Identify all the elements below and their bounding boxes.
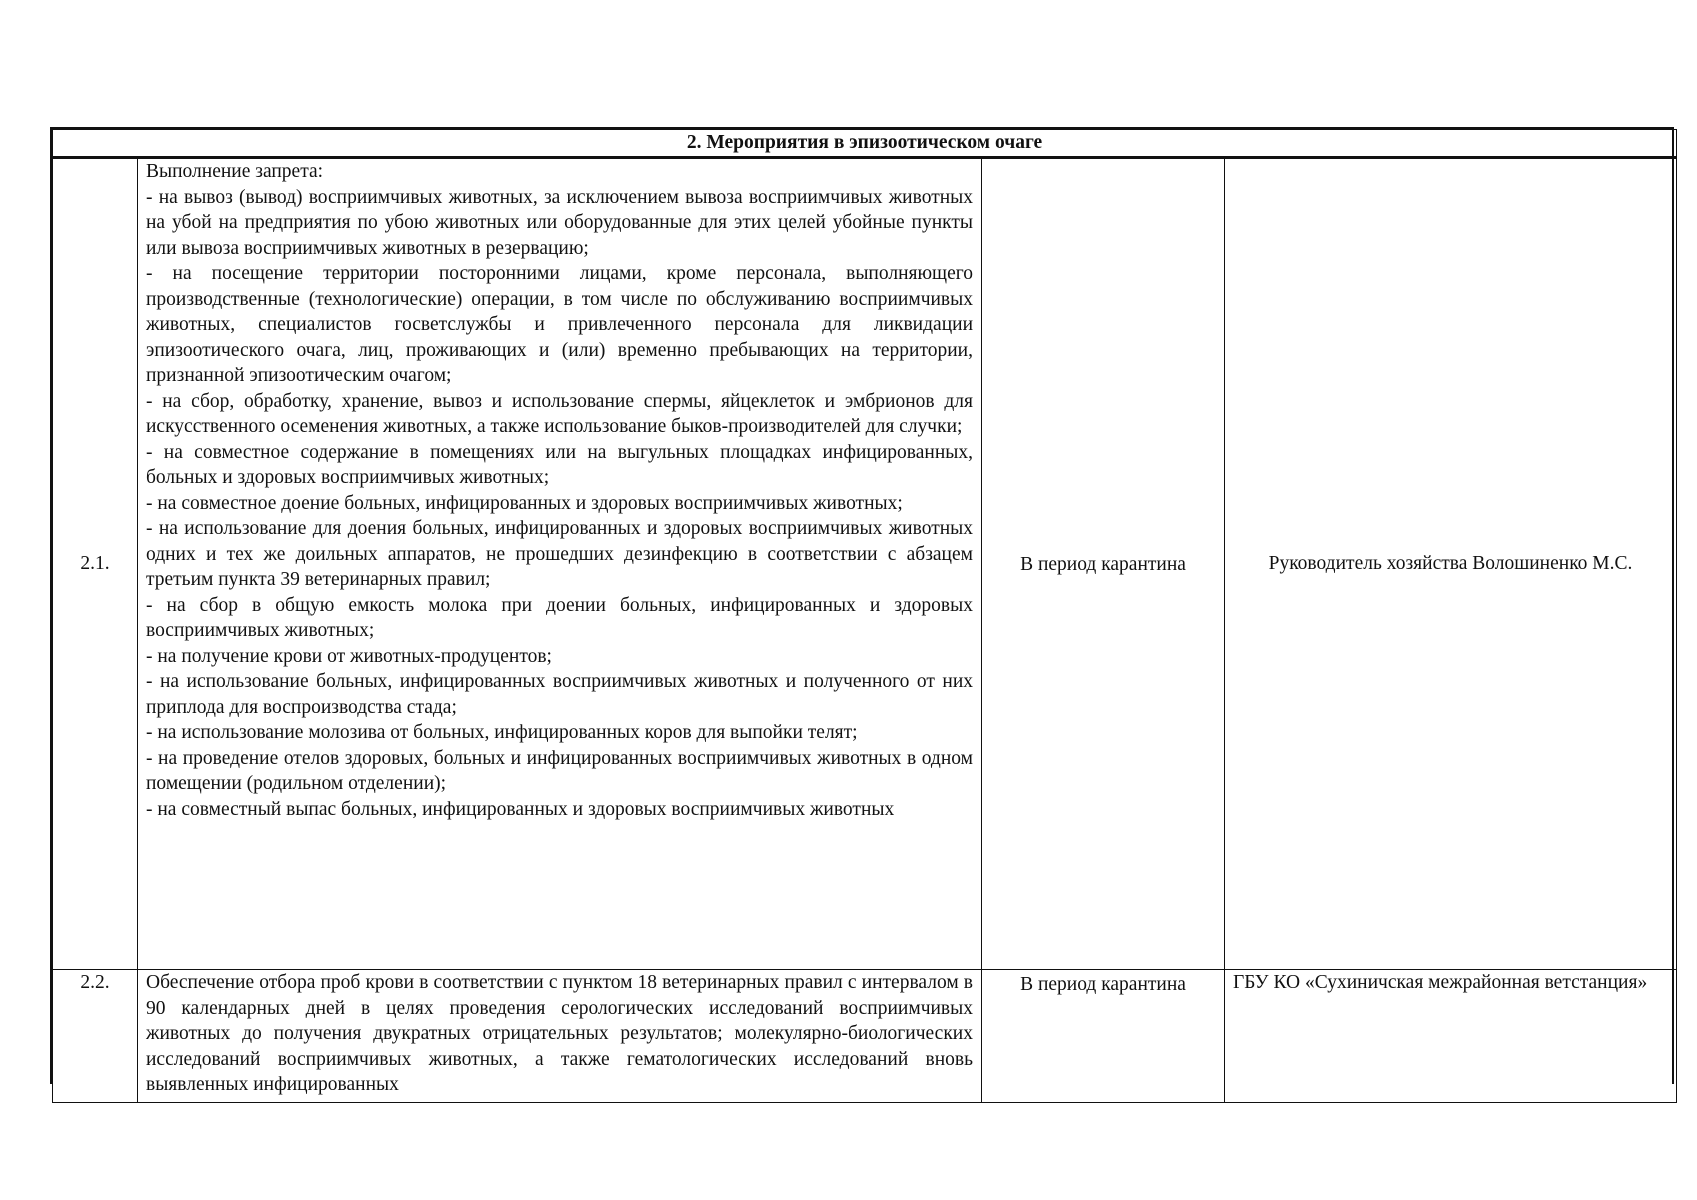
- measure-text: [138, 970, 982, 1103]
- responsible-cell: ГБУ КО «Сухиничская межрайонная ветстанция»: [1225, 970, 1677, 1103]
- table-row: [53, 970, 1677, 1103]
- table-row: [53, 158, 1677, 970]
- measure-paragraph: Обеспечение отбора проб крови в соответствии с пунктом 18 ветеринарных правил с интервалом в 90 календарных дней в целях проведения серологических исследований восприимчивых животных до получения двукратных отрицательных результатов; молекулярно-биологических исследований восприимчивых животных, а также гематологических исследований вновь выявленных инфицированных: [146, 972, 973, 1095]
- period-cell: В период карантина: [982, 158, 1225, 970]
- responsible-cell: Руководитель хозяйства Волошиненко М.С.: [1225, 158, 1677, 970]
- measure-item: - на посещение территории посторонними лицами, кроме персонала, выполняющего производственные (технологические) операции, в том числе по обслуживанию восприимчивых животных, специалистов госветслужбы и привлеченного персонала для ликвидации эпизоотического очага, лиц, проживающих и (или) временно пребывающих на территории, признанной эпизоотическим очагом;: [146, 263, 973, 386]
- period-cell: В период карантина: [982, 970, 1225, 1103]
- measure-item: - на сбор в общую емкость молока при доении больных, инфицированных и здоровых восприимчивых животных;: [146, 594, 973, 641]
- measure-item: - на проведение отелов здоровых, больных и инфицированных восприимчивых животных в одном помещении (родильном отделении);: [146, 747, 973, 794]
- measure-item: - на вывоз (вывод) восприимчивых животных, за исключением вывоза восприимчивых животных на убой на предприятия по убою животных или оборудованные для этих целей убойные пункты или вывоза восприимчивых животных в резервацию;: [146, 186, 973, 259]
- measure-item: - на сбор, обработку, хранение, вывоз и использование спермы, яйцеклеток и эмбрионов для искусственного осеменения животных, а также использование быков-производителей для случки;: [146, 390, 973, 437]
- measure-item: - на использование для доения больных, инфицированных и здоровых восприимчивых животных одних и тех же доильных аппаратов, не прошедших дезинфекцию в соответствии с абзацем третьим пункта 39 ветеринарных правил;: [146, 518, 973, 590]
- row-number: 2.1.: [53, 158, 138, 970]
- row-number: 2.2.: [53, 970, 138, 1103]
- measure-intro: Выполнение запрета:: [146, 161, 324, 182]
- measure-item: - на использование молозива от больных, инфицированных коров для выпойки телят;: [146, 722, 858, 743]
- measure-item: - на совместное содержание в помещениях или на выгульных площадках инфицированных, больных и здоровых восприимчивых животных;: [146, 441, 973, 488]
- measure-item: - на использование больных, инфицированных восприимчивых животных и полученного от них приплода для воспроизводства стада;: [146, 671, 973, 718]
- section-header-row: [53, 130, 1677, 158]
- measure-item: - на совместный выпас больных, инфицированных и здоровых восприимчивых животных: [146, 798, 895, 820]
- section-title: 2. Мероприятия в эпизоотическом очаге: [53, 130, 1677, 158]
- measures-table: [52, 129, 1677, 1103]
- measure-item: - на получение крови от животных-продуцентов;: [146, 645, 552, 667]
- measures-table-sheet: [50, 127, 1674, 1095]
- measure-text: [138, 158, 982, 970]
- measure-item: - на совместное доение больных, инфицированных и здоровых восприимчивых животных;: [146, 492, 903, 514]
